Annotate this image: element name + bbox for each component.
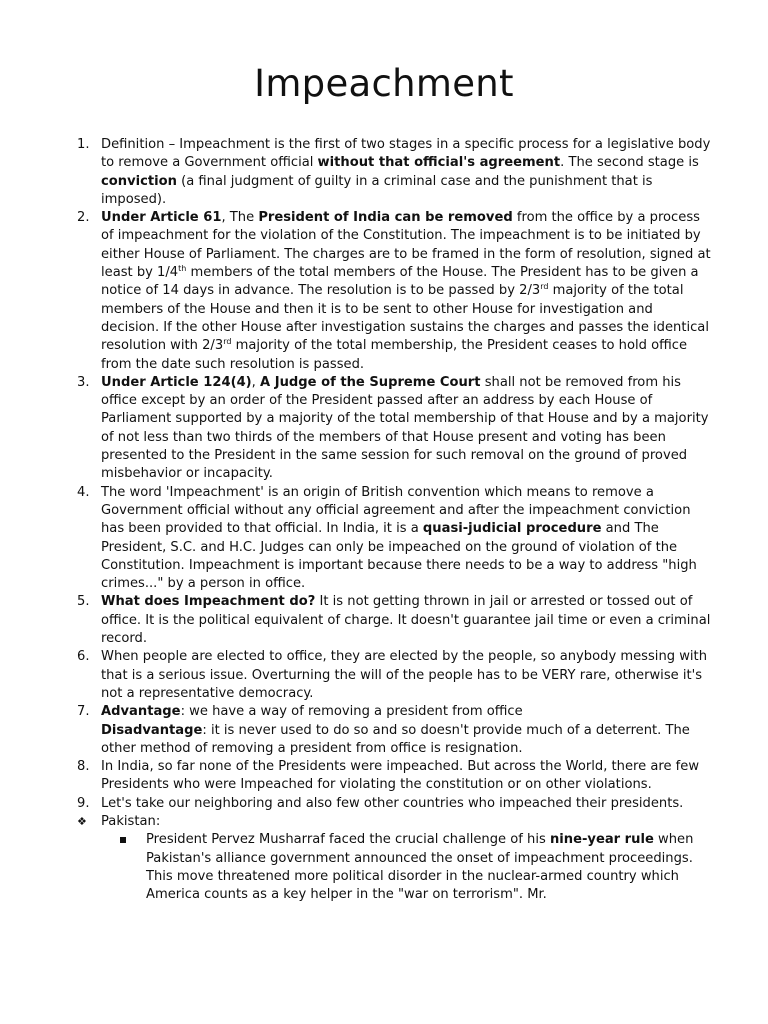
item-bold: Under Article 124(4) [101, 374, 252, 390]
list-item-6 [77, 648, 713, 703]
item-bold: quasi-judicial procedure [422, 521, 602, 537]
item-text: (a final judgment of guilty in a criminal case and the punishment that is imposed). [101, 173, 653, 207]
item-bold: President of India can be removed [258, 210, 513, 226]
item-text: It is not getting thrown in jail or arrested or tossed out of office. It is the political equivalent of charge. It doesn't guarantee jail time or even a criminal record. [101, 594, 711, 647]
numbered-list [77, 136, 713, 904]
superscript: rd [223, 337, 232, 347]
item-text: members of the total members of the House. The President has to be given a notice of 14 days in advance. The resolution is to be passed by 2/3 [101, 265, 699, 299]
item-text: Definition – Impeachment is the first of two stages in a specific process for a legislative body to remove a Government official [101, 137, 711, 171]
document-title: Impeachment [254, 62, 514, 105]
list-item-9 [77, 795, 713, 813]
item-number: 7. [77, 704, 90, 720]
list-item-7 [77, 703, 713, 758]
section-label: Pakistan: [101, 813, 161, 829]
item-text: When people are elected to office, they are elected by the people, so anybody messing with that is a serious issue. Overturning the will of the people has to be VERY rare, otherwise it's not a representative democracy. [101, 649, 707, 701]
item-text: majority of the total members of the House and then it is to be sent to other House for investigation and decision. If the other House after investigation sustains the charges and passes the identical resolution with 2/3 [101, 283, 709, 354]
item-text: . The second stage is [560, 155, 699, 171]
item-text: : it is never used to do so and so doesn't provide much of a deterrent. The other method of removing a president from office is resignation. [101, 722, 690, 756]
item-text: Let's take our neighboring and also few other countries who impeached their presidents. [101, 795, 684, 811]
item-number: 4. [77, 484, 90, 500]
item-number: 1. [77, 137, 90, 152]
diamond-bullet-icon: ❖ [77, 814, 87, 828]
square-bullet-icon [120, 837, 126, 843]
item-text: In India, so far none of the Presidents were impeached. But across the World, there are few Presidents who were Impeached for violating the constitution or on other violations. [101, 759, 700, 793]
item-number: 8. [77, 759, 90, 775]
item-bold: nine-year rule [549, 832, 654, 848]
superscript: th [178, 264, 187, 274]
item-text: and The President, S.C. and H.C. Judges can only be impeached on the ground of violation of the Constitution. Impeachment is important because there needs to be a way to address "high crimes..." by a person in office. [101, 521, 697, 592]
item-bold: A Judge of the Supreme Court [260, 374, 481, 390]
item-number: 5. [77, 594, 90, 610]
item-text: President Pervez Musharraf faced the crucial challenge of his [146, 832, 550, 848]
item-bold: Advantage [101, 704, 181, 720]
item-bold: conviction [101, 173, 177, 189]
list-item-3 [77, 374, 713, 484]
superscript: rd [540, 282, 549, 292]
item-bold: Disadvantage [101, 722, 203, 738]
item-text: : we have a way of removing a president from office [180, 704, 523, 720]
item-text: The word 'Impeachment' is an origin of British convention which means to remove a Government official without any official agreement and after the impeachment conviction has been provided to that official. In India, it is a [101, 484, 691, 537]
item-bold: without that official's agreement [317, 155, 561, 171]
item-number: 3. [77, 374, 90, 390]
item-number: 9. [77, 795, 90, 811]
list-item-5 [77, 593, 713, 648]
item-text: shall not be removed from his office except by an order of the President passed after an address by each House of Parliament supported by a majority of the total membership of that House and by a majority of not less than two thirds of the members of that House present and voting has been presented to the President in the same session for such removal on the ground of proved misbehavior or incapacity. [101, 374, 709, 482]
item-text: , [251, 374, 260, 390]
list-item-1 [77, 136, 713, 209]
item-text: from the office by a process of impeachment for the violation of the Constitution. The impeachment is to be initiated by either House of Parliament. The charges are to be framed in the form of resolution, signed at least by 1/4 [101, 210, 711, 281]
item-bold: Under Article 61 [101, 210, 222, 226]
item-text: majority of the total membership, the President ceases to hold office from the date such resolution is passed. [101, 338, 688, 372]
item-bold: What does Impeachment do? [101, 594, 316, 610]
item-number: 2. [77, 210, 90, 226]
item-text: , The [221, 210, 259, 226]
list-item-8 [77, 758, 713, 795]
item-number: 6. [77, 649, 90, 665]
list-item-pakistan [77, 813, 713, 904]
list-item-2 [77, 209, 713, 374]
list-item-4 [77, 484, 713, 594]
item-text: when Pakistan's alliance government announced the onset of impeachment proceedings. This move threatened more political disorder in the nuclear-armed country which America counts as a key helper in the "war on terrorism". Mr. [146, 832, 694, 903]
sub-list [101, 831, 713, 904]
sub-list-item [146, 831, 713, 904]
